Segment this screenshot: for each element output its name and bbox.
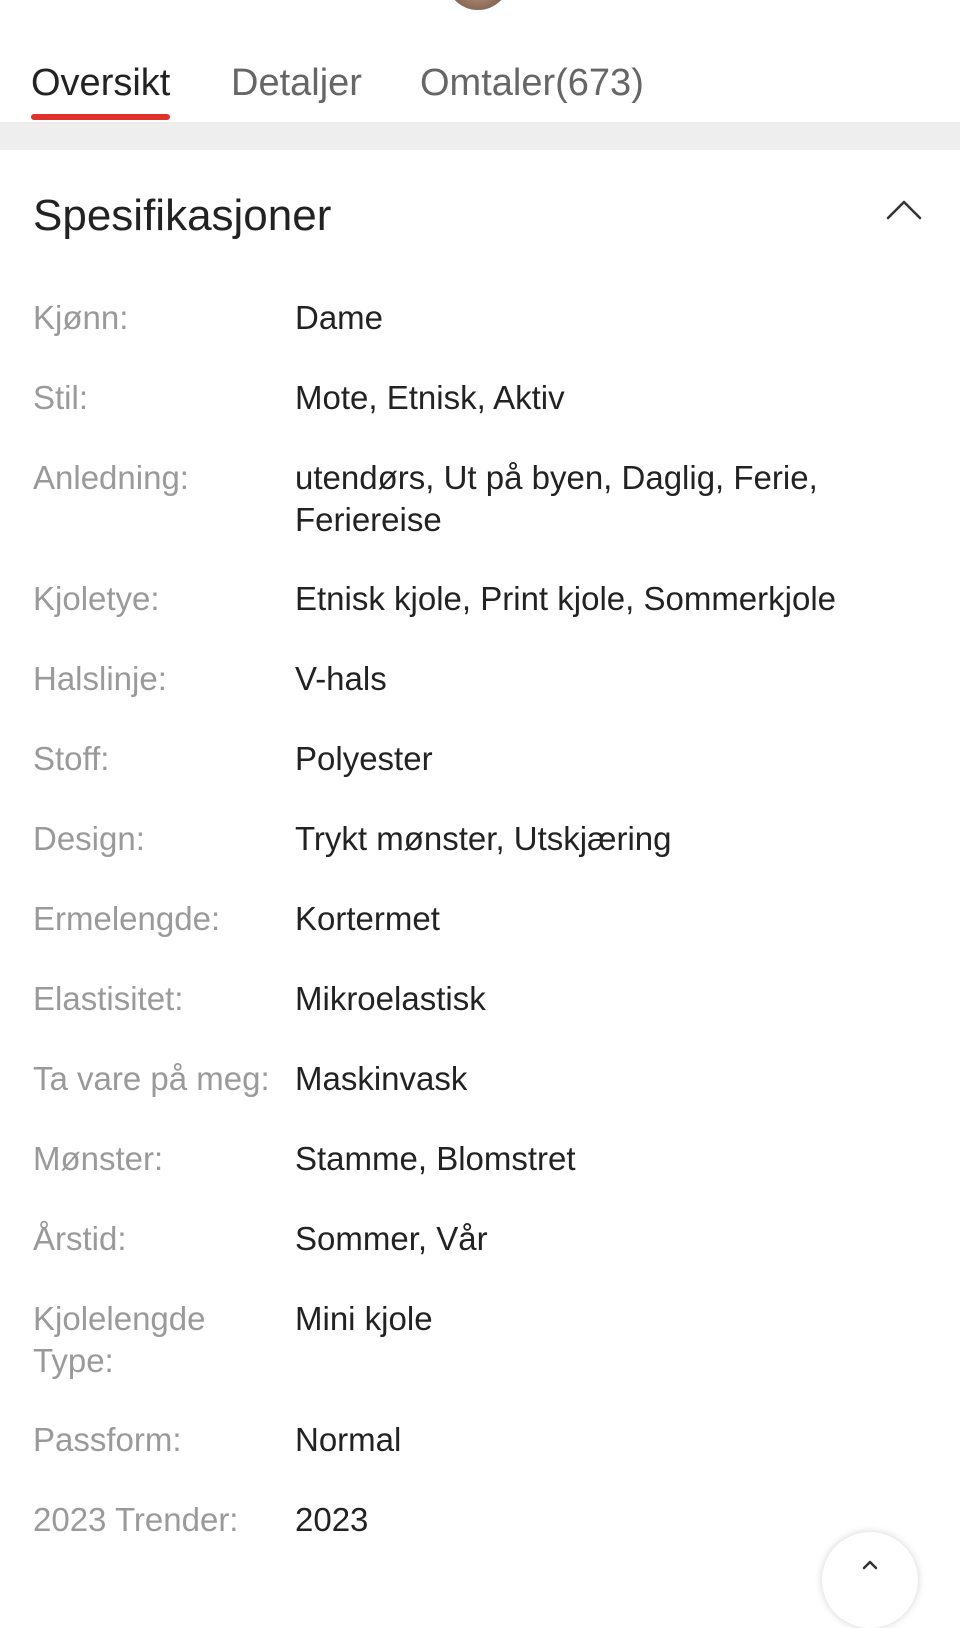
- spec-label: Kjoletye:: [33, 580, 160, 617]
- spec-label: Stoff:: [33, 740, 110, 777]
- section-divider: [0, 124, 960, 150]
- chevron-up-icon: [874, 186, 934, 236]
- spec-value: Dame: [295, 299, 384, 336]
- spec-label: Kjønn:: [33, 299, 129, 336]
- spec-label: Kjolelengde Type:: [33, 1300, 206, 1379]
- tab-oversikt-label: Oversikt: [31, 62, 171, 104]
- spec-label: Ta vare på meg:: [33, 1060, 270, 1097]
- active-tab-indicator: [31, 114, 170, 120]
- spec-value: Etnisk kjole, Print kjole, Sommerkjole: [295, 580, 837, 617]
- spec-value: Mikroelastisk: [295, 980, 486, 1017]
- spec-value: Trykt mønster, Utskjæring: [295, 820, 672, 857]
- specifications-section: [0, 150, 960, 1571]
- spec-value: 2023: [295, 1501, 369, 1538]
- tab-oversikt[interactable]: [31, 58, 170, 108]
- spec-label: Design:: [33, 820, 145, 857]
- spec-value: V-hals: [295, 660, 387, 697]
- spec-value: Mote, Etnisk, Aktiv: [295, 379, 565, 416]
- collapse-button[interactable]: [874, 186, 934, 236]
- tab-omtaler-label: Omtaler(673): [420, 62, 644, 104]
- tab-detaljer[interactable]: [231, 58, 362, 108]
- spec-value: Stamme, Blomstret: [295, 1140, 576, 1177]
- spec-value: Kortermet: [295, 900, 440, 937]
- spec-value: Polyester: [295, 740, 433, 777]
- spec-label: Mønster:: [33, 1140, 164, 1177]
- spec-label: Passform:: [33, 1421, 182, 1458]
- spec-value: utendørs, Ut på byen, Daglig, Ferie, Feriereise: [295, 459, 818, 538]
- tab-bar: [0, 0, 960, 124]
- spec-label: Ermelengde:: [33, 900, 221, 937]
- tab-omtaler[interactable]: [420, 58, 644, 108]
- spec-value: Sommer, Vår: [295, 1220, 488, 1257]
- spec-label: Stil:: [33, 379, 89, 416]
- spec-label: Elastisitet:: [33, 980, 184, 1017]
- spec-value: Normal: [295, 1421, 402, 1458]
- spec-value: Maskinvask: [295, 1060, 468, 1097]
- spec-label: Årstid:: [33, 1220, 127, 1257]
- spec-label: Anledning:: [33, 459, 189, 496]
- spec-value: Mini kjole: [295, 1300, 433, 1337]
- tab-detaljer-label: Detaljer: [231, 62, 362, 104]
- scroll-to-top-button[interactable]: [822, 1532, 918, 1628]
- specifications-title: Spesifikasjoner: [33, 191, 332, 240]
- spec-label: 2023 Trender:: [33, 1501, 239, 1538]
- spec-label: Halslinje:: [33, 660, 167, 697]
- arrow-up-icon: [858, 1556, 882, 1572]
